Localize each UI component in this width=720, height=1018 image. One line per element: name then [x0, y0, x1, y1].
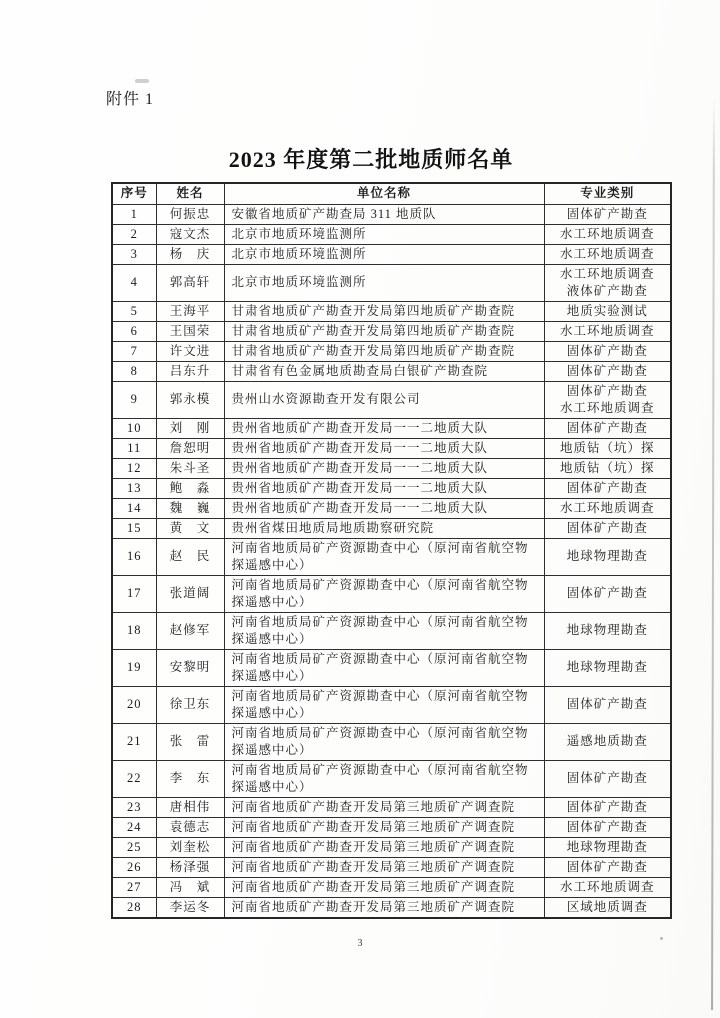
cell-serial-number: 17 [112, 575, 156, 612]
table-row [112, 458, 671, 478]
specialty-category-line: 固体矿产勘查 [566, 771, 648, 785]
specialty-category-line: 水工环地质调查 [559, 226, 655, 241]
specialty-category-line: 固体矿产勘查 [566, 520, 648, 535]
cell-serial-number: 2 [112, 224, 156, 244]
cell-specialty-category [544, 341, 671, 361]
cell-specialty-category [544, 458, 671, 478]
cell-specialty-category [544, 797, 671, 817]
cell-unit-name: 贵州省地质矿产勘查开发局一一二地质大队 [224, 478, 544, 498]
specialty-category-line: 水工环地质调查 [559, 879, 655, 894]
cell-serial-number: 23 [112, 797, 156, 817]
cell-unit-name: 贵州省地质矿产勘查开发局一一二地质大队 [224, 438, 544, 458]
cell-serial-number: 26 [112, 857, 156, 877]
cell-specialty-category [544, 478, 671, 498]
cell-unit-name: 河南省地质矿产勘查开发局第三地质矿产调查院 [224, 797, 544, 817]
cell-serial-number: 15 [112, 518, 156, 538]
scan-dot-artifact [660, 937, 663, 940]
cell-specialty-category [544, 723, 671, 760]
cell-serial-number: 8 [112, 361, 156, 381]
cell-serial-number: 22 [112, 760, 156, 797]
cell-specialty-category [544, 264, 671, 301]
cell-serial-number: 1 [112, 204, 156, 224]
cell-unit-name: 贵州省地质矿产勘查开发局一一二地质大队 [224, 458, 544, 478]
specialty-category-line: 液体矿产勘查 [566, 283, 648, 298]
cell-serial-number: 20 [112, 686, 156, 723]
header-specialty-category: 专业类别 [544, 183, 671, 204]
cell-person-name: 詹恕明 [156, 438, 224, 458]
cell-serial-number: 24 [112, 817, 156, 837]
specialty-category-line: 固体矿产勘查 [566, 799, 648, 814]
specialty-category-line: 固体矿产勘查 [566, 480, 648, 495]
cell-person-name: 杨泽强 [156, 857, 224, 877]
cell-person-name: 许文进 [156, 341, 224, 361]
table-row [112, 361, 671, 381]
cell-unit-name: 北京市地质环境监测所 [224, 224, 544, 244]
cell-serial-number: 14 [112, 498, 156, 518]
cell-specialty-category [544, 301, 671, 321]
table-header-row [112, 183, 671, 204]
table-row [112, 837, 671, 857]
cell-person-name: 张道阔 [156, 575, 224, 612]
cell-unit-name: 河南省地质局矿产资源勘查中心（原河南省航空物探遥感中心） [224, 575, 544, 612]
attachment-label: 附件 1 [106, 91, 155, 108]
cell-unit-name: 河南省地质局矿产资源勘查中心（原河南省航空物探遥感中心） [224, 723, 544, 760]
cell-person-name: 吕东升 [156, 361, 224, 381]
scan-smudge-artifact [135, 79, 149, 83]
table-row [112, 301, 671, 321]
scan-edge-artifact [711, 98, 715, 1010]
cell-specialty-category [544, 897, 671, 918]
cell-person-name: 鲍 淼 [156, 478, 224, 498]
cell-unit-name: 河南省地质局矿产资源勘查中心（原河南省航空物探遥感中心） [224, 686, 544, 723]
cell-unit-name: 甘肃省地质矿产勘查开发局第四地质矿产勘查院 [224, 321, 544, 341]
cell-specialty-category [544, 361, 671, 381]
cell-person-name: 郭高轩 [156, 264, 224, 301]
specialty-category-line: 固体矿产勘查 [566, 859, 648, 874]
cell-specialty-category [544, 837, 671, 857]
specialty-category-line: 固体矿产勘查 [566, 343, 648, 358]
specialty-category-line: 区域地质调查 [566, 899, 648, 914]
cell-unit-name: 贵州山水资源勘查开发有限公司 [224, 381, 544, 418]
cell-unit-name: 安徽省地质矿产勘查局 311 地质队 [224, 204, 544, 224]
cell-unit-name: 河南省地质局矿产资源勘查中心（原河南省航空物探遥感中心） [224, 612, 544, 649]
table-row [112, 649, 671, 686]
cell-serial-number: 18 [112, 612, 156, 649]
specialty-category-line: 遥感地质勘查 [566, 734, 648, 748]
specialty-category-line: 地球物理勘查 [566, 623, 648, 637]
page-title: 2023 年度第二批地质师名单 [228, 147, 514, 172]
cell-person-name: 黄 文 [156, 518, 224, 538]
cell-person-name: 杨 庆 [156, 244, 224, 264]
cell-unit-name: 贵州省煤田地质局地质勘察研究院 [224, 518, 544, 538]
table-row [112, 224, 671, 244]
table-row [112, 897, 671, 918]
cell-unit-name: 河南省地质矿产勘查开发局第三地质矿产调查院 [224, 897, 544, 918]
table-row [112, 381, 671, 418]
header-name: 姓名 [156, 183, 224, 204]
cell-unit-name: 河南省地质局矿产资源勘查中心（原河南省航空物探遥感中心） [224, 760, 544, 797]
table-row [112, 478, 671, 498]
cell-specialty-category [544, 321, 671, 341]
cell-serial-number: 21 [112, 723, 156, 760]
specialty-category-line: 地球物理勘查 [566, 549, 648, 563]
cell-unit-name: 河南省地质矿产勘查开发局第三地质矿产调查院 [224, 837, 544, 857]
cell-specialty-category [544, 244, 671, 264]
cell-unit-name: 甘肃省地质矿产勘查开发局第四地质矿产勘查院 [224, 301, 544, 321]
cell-unit-name: 河南省地质局矿产资源勘查中心（原河南省航空物探遥感中心） [224, 538, 544, 575]
cell-serial-number: 12 [112, 458, 156, 478]
table-body [112, 204, 671, 918]
cell-serial-number: 28 [112, 897, 156, 918]
table-header [112, 183, 671, 204]
specialty-category-line: 固体矿产勘查 [566, 819, 648, 834]
table-row [112, 723, 671, 760]
header-serial-number: 序号 [112, 183, 156, 204]
cell-person-name: 李 东 [156, 760, 224, 797]
cell-unit-name: 甘肃省有色金属地质勘查局白银矿产勘查院 [224, 361, 544, 381]
specialty-category-line: 固体矿产勘查 [566, 420, 648, 435]
specialty-category-line: 固体矿产勘查 [566, 697, 648, 711]
table-row [112, 518, 671, 538]
cell-person-name: 王海平 [156, 301, 224, 321]
cell-specialty-category [544, 817, 671, 837]
cell-serial-number: 11 [112, 438, 156, 458]
table-row [112, 857, 671, 877]
cell-specialty-category [544, 224, 671, 244]
cell-person-name: 李运冬 [156, 897, 224, 918]
cell-specialty-category [544, 649, 671, 686]
table-row [112, 204, 671, 224]
specialty-category-line: 固体矿产勘查 [566, 363, 648, 378]
cell-person-name: 寇文杰 [156, 224, 224, 244]
cell-person-name: 何振忠 [156, 204, 224, 224]
cell-specialty-category [544, 857, 671, 877]
table-row [112, 321, 671, 341]
specialty-category-line: 水工环地质调查 [559, 500, 655, 515]
specialty-category-line: 水工环地质调查 [559, 266, 655, 281]
cell-unit-name: 甘肃省地质矿产勘查开发局第四地质矿产勘查院 [224, 341, 544, 361]
cell-person-name: 刘奎松 [156, 837, 224, 857]
cell-person-name: 赵修军 [156, 612, 224, 649]
table-row [112, 817, 671, 837]
cell-serial-number: 27 [112, 877, 156, 897]
table-row [112, 686, 671, 723]
cell-person-name: 郭永模 [156, 381, 224, 418]
cell-person-name: 魏 巍 [156, 498, 224, 518]
cell-specialty-category [544, 204, 671, 224]
specialty-category-line: 水工环地质调查 [559, 246, 655, 261]
cell-person-name: 徐卫东 [156, 686, 224, 723]
specialty-category-line: 水工环地质调查 [559, 400, 655, 415]
cell-specialty-category [544, 418, 671, 438]
specialty-category-line: 固体矿产勘查 [566, 586, 648, 600]
cell-specialty-category [544, 438, 671, 458]
cell-specialty-category [544, 518, 671, 538]
cell-unit-name: 河南省地质矿产勘查开发局第三地质矿产调查院 [224, 857, 544, 877]
table-row [112, 877, 671, 897]
cell-specialty-category [544, 575, 671, 612]
cell-person-name: 刘 刚 [156, 418, 224, 438]
cell-serial-number: 3 [112, 244, 156, 264]
cell-unit-name: 河南省地质矿产勘查开发局第三地质矿产调查院 [224, 817, 544, 837]
cell-unit-name: 北京市地质环境监测所 [224, 264, 544, 301]
cell-serial-number: 13 [112, 478, 156, 498]
cell-serial-number: 25 [112, 837, 156, 857]
cell-specialty-category [544, 760, 671, 797]
cell-serial-number: 9 [112, 381, 156, 418]
specialty-category-line: 固体矿产勘查 [566, 383, 648, 398]
cell-specialty-category [544, 877, 671, 897]
cell-serial-number: 7 [112, 341, 156, 361]
cell-unit-name: 贵州省地质矿产勘查开发局一一二地质大队 [224, 498, 544, 518]
cell-unit-name: 贵州省地质矿产勘查开发局一一二地质大队 [224, 418, 544, 438]
cell-specialty-category [544, 498, 671, 518]
table-row [112, 244, 671, 264]
cell-person-name: 唐相伟 [156, 797, 224, 817]
cell-person-name: 袁德志 [156, 817, 224, 837]
cell-person-name: 王国荣 [156, 321, 224, 341]
cell-unit-name: 河南省地质矿产勘查开发局第三地质矿产调查院 [224, 877, 544, 897]
table-row [112, 575, 671, 612]
geologists-table [111, 182, 672, 919]
cell-person-name: 朱斗圣 [156, 458, 224, 478]
cell-specialty-category [544, 381, 671, 418]
header-unit-name: 单位名称 [224, 183, 544, 204]
specialty-category-line: 地球物理勘查 [566, 839, 648, 854]
table-row [112, 341, 671, 361]
specialty-category-line: 地质钻（坑）探 [559, 460, 655, 475]
table-row [112, 612, 671, 649]
table-row [112, 498, 671, 518]
specialty-category-line: 地质钻（坑）探 [559, 440, 655, 455]
cell-unit-name: 河南省地质局矿产资源勘查中心（原河南省航空物探遥感中心） [224, 649, 544, 686]
specialty-category-line: 地球物理勘查 [566, 660, 648, 674]
cell-specialty-category [544, 612, 671, 649]
page-number: 3 [357, 938, 363, 949]
cell-unit-name: 北京市地质环境监测所 [224, 244, 544, 264]
specialty-category-line: 地质实验测试 [566, 303, 648, 318]
table-row [112, 264, 671, 301]
table-row [112, 797, 671, 817]
table-row [112, 418, 671, 438]
cell-serial-number: 16 [112, 538, 156, 575]
cell-person-name: 张 雷 [156, 723, 224, 760]
cell-serial-number: 10 [112, 418, 156, 438]
cell-person-name: 冯 斌 [156, 877, 224, 897]
cell-specialty-category [544, 538, 671, 575]
table-row [112, 438, 671, 458]
cell-specialty-category [544, 686, 671, 723]
cell-person-name: 赵 民 [156, 538, 224, 575]
specialty-category-line: 固体矿产勘查 [566, 206, 648, 221]
cell-serial-number: 5 [112, 301, 156, 321]
specialty-category-line: 水工环地质调查 [559, 323, 655, 338]
table-row [112, 760, 671, 797]
cell-serial-number: 4 [112, 264, 156, 301]
cell-serial-number: 19 [112, 649, 156, 686]
cell-person-name: 安黎明 [156, 649, 224, 686]
cell-serial-number: 6 [112, 321, 156, 341]
table-row [112, 538, 671, 575]
